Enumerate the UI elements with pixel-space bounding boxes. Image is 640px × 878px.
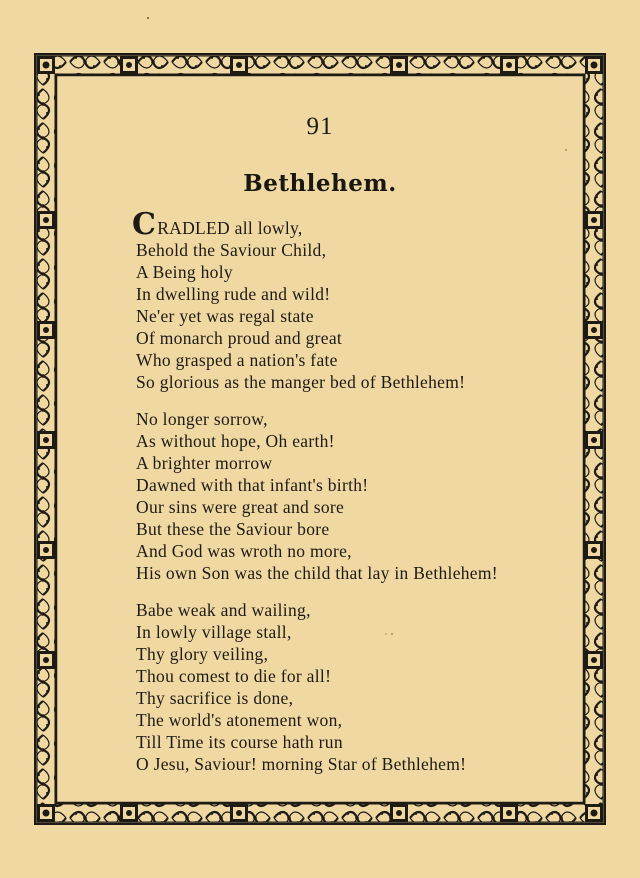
poem-title: Bethlehem. [243,170,397,197]
poem-line: The world's atonement won, [136,710,343,730]
poem-line: Babe weak and wailing, [136,600,311,620]
poem-line: His own Son was the child that lay in Bethlehem! [136,563,498,583]
poem-line: In dwelling rude and wild! [136,284,331,304]
drop-cap: C [132,207,157,242]
poem-line: Till Time its course hath run [136,732,343,752]
poem-line: So glorious as the manger bed of Bethlehem! [136,372,466,392]
poem-line: No longer sorrow, [136,409,268,429]
poem-line: A brighter morrow [136,453,273,473]
poem-line: Thou comest to die for all! [136,666,332,686]
poem-line: A Being holy [136,262,233,282]
first-line-text: RADLED all lowly, [157,218,303,238]
poem-line: As without hope, Oh earth! [136,431,335,451]
poem-line: Dawned with that infant's birth! [136,475,369,495]
poem-line: O Jesu, Saviour! morning Star of Bethlehem! [136,754,467,774]
poem-line: Behold the Saviour Child, [136,240,327,260]
poem-line: Of monarch proud and great [136,328,343,348]
paper-speck [565,149,566,150]
paper-speck [147,17,149,19]
paper-speck [385,633,386,634]
poem-line: Thy glory veiling, [136,644,269,664]
page-number: 91 [306,113,334,140]
poem-line: And God was wroth no more, [136,541,352,561]
poem-line: In lowly village stall, [136,622,292,642]
poem-line: Ne'er yet was regal state [136,306,314,326]
paper-speck [391,633,393,635]
poem-line: But these the Saviour bore [136,519,330,539]
poem-line: Thy sacrifice is done, [136,688,294,708]
poem-line: Who grasped a nation's fate [136,350,338,370]
poem-line: Our sins were great and sore [136,497,345,517]
